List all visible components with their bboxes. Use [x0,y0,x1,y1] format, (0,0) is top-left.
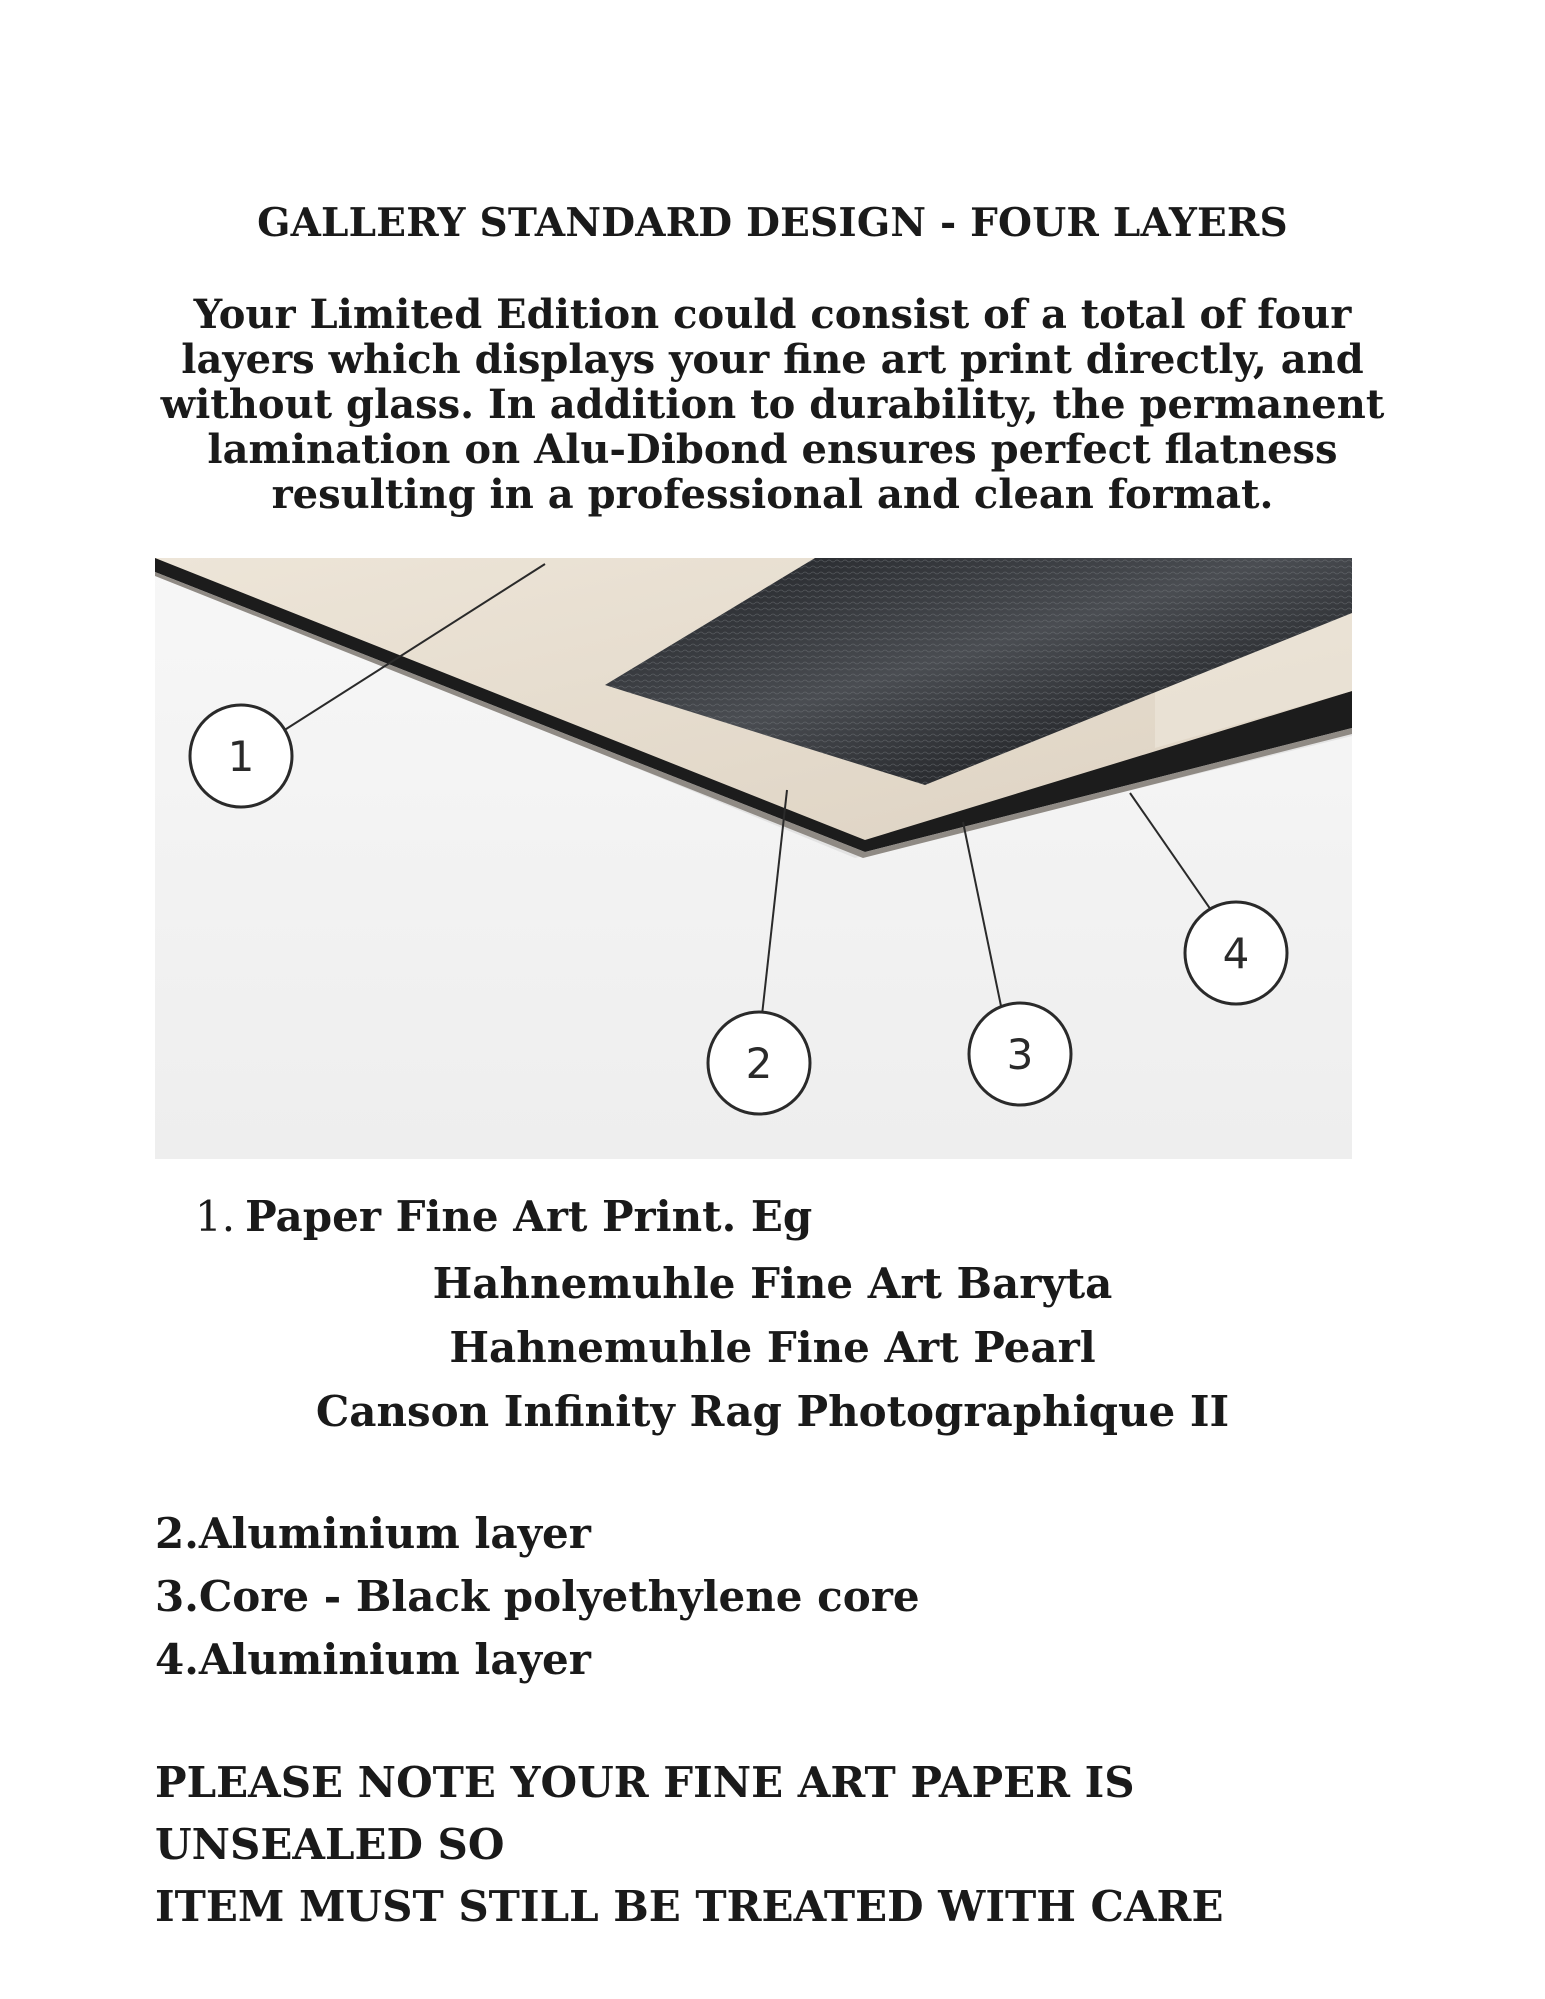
callout-label: 2 [745,1039,773,1088]
callout-label: 1 [227,732,255,781]
list-item-2: 2.Aluminium layer [155,1509,591,1558]
paper-option: Hahnemuhle Fine Art Pearl [449,1323,1096,1372]
list-item-4: 4.Aluminium layer [155,1635,591,1684]
paper-option: Canson Infinity Rag Photographique II [315,1387,1230,1436]
care-note [155,1752,1405,1938]
list-item-3: 3.Core - Black polyethylene core [155,1572,920,1621]
paper-option: Hahnemuhle Fine Art Baryta [432,1259,1113,1308]
callout-4 [1185,902,1287,1004]
list-label: Paper Fine Art Print. Eg [245,1192,813,1241]
paper-options [0,1252,1545,1444]
intro-paragraph [150,292,1395,517]
intro-line: layers which displays your fine art print directly, and [181,336,1364,383]
callout-2 [708,1012,810,1114]
list-item-1 [195,1192,812,1241]
callout-1 [190,705,292,807]
intro-line: resulting in a professional and clean format. [271,471,1274,518]
callout-label: 4 [1222,929,1250,978]
page-title: GALLERY STANDARD DESIGN - FOUR LAYERS [257,200,1288,246]
intro-line: Your Limited Edition could consist of a total of four [193,291,1352,338]
note-line: ITEM MUST STILL BE TREATED WITH CARE [155,1882,1224,1931]
list-number: 1. [195,1192,236,1241]
callout-3 [969,1003,1071,1105]
layer-diagram [155,558,1352,1159]
layer-list [155,1502,920,1691]
note-line: PLEASE NOTE YOUR FINE ART PAPER IS UNSEALED SO [155,1758,1135,1869]
callout-label: 3 [1006,1030,1034,1079]
intro-line: without glass. In addition to durability, the permanent [160,381,1385,428]
intro-line: lamination on Alu-Dibond ensures perfect flatness [207,426,1338,473]
